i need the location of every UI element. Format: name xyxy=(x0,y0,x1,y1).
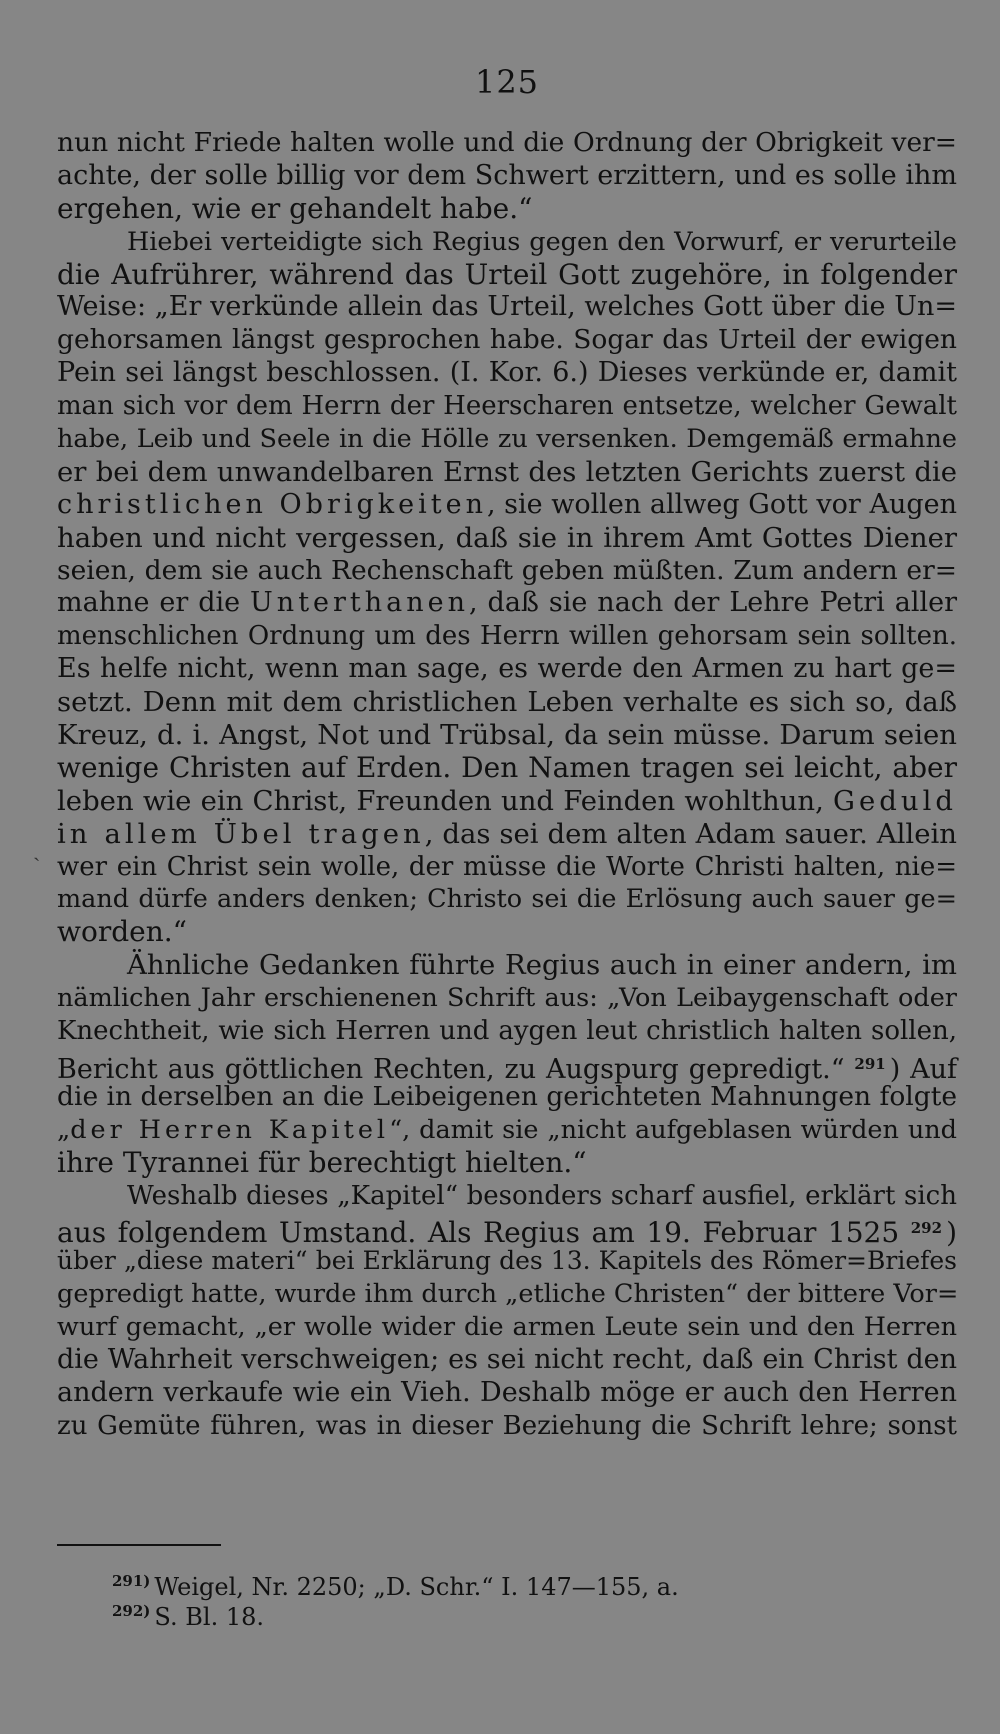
body-text xyxy=(57,127,957,1443)
text-line: setzt. Denn mit dem christlichen Leben verhalte es sich so, daß xyxy=(57,686,957,719)
text-line: achte, der solle billig vor dem Schwert erzittern, und es solle ihm xyxy=(57,159,957,191)
text-line: Es helfe nicht, wenn man sage, es werde den Armen zu hart ge= xyxy=(57,653,957,685)
text-line: über „diese materi“ bei Erklärung des 13. Kapitels des Römer=Briefes xyxy=(57,1246,957,1276)
text-run: , daß sie nach der Lehre Petri aller xyxy=(469,587,957,619)
text-line: die Wahrheit verschweigen; es sei nicht recht, daß ein Christ den xyxy=(57,1343,957,1375)
footnote-text: S. Bl. 18. xyxy=(154,1603,265,1631)
text-line: seien, dem sie auch Rechenschaft geben müßten. Zum andern er= xyxy=(57,554,957,586)
text-line: Weise: „Er verkünde allein das Urteil, welches Gott über die Un= xyxy=(57,291,957,323)
text-run: , sie wollen allweg Gott vor Augen xyxy=(486,488,957,520)
text-run: , das sei dem alten Adam sauer. Allein xyxy=(424,817,957,850)
text-run: ) xyxy=(946,1216,957,1250)
text-line xyxy=(57,1212,957,1250)
footnote-mark: 291) xyxy=(112,1572,151,1590)
text-line: Kreuz, d. i. Angst, Not und Trübsal, da sein müsse. Darum seien xyxy=(57,719,957,752)
margin-mark: ˎ xyxy=(33,837,41,862)
emphasis-spaced: christlichen Obrigkeiten xyxy=(57,488,487,520)
text-line: Ähnliche Gedanken führte Regius auch in einer andern, im xyxy=(127,949,957,982)
text-line xyxy=(57,818,957,851)
text-line: menschlichen Ordnung um des Herrn willen gehorsam sein sollten. xyxy=(57,621,957,652)
text-line: Knechtheit, wie sich Herren und aygen leut christlich halten sollen, xyxy=(57,1016,957,1047)
emphasis-spaced: Unterthanen xyxy=(250,587,470,619)
text-line: die Aufrührer, während das Urteil Gott zugehöre, in folgender xyxy=(57,257,957,291)
emphasis-spaced: der Herren Kapitel xyxy=(70,1114,390,1145)
text-line: wer ein Christ sein wolle, der müsse die Worte Christi halten, nie= xyxy=(57,851,957,882)
text-line: nun nicht Friede halten wolle und die Ordnung der Obrigkeit ver= xyxy=(57,127,957,158)
text-run: “, damit sie „nicht aufgeblasen würden und xyxy=(389,1114,958,1145)
footnote xyxy=(112,1566,812,1601)
text-line: worden.“ xyxy=(57,915,187,949)
text-line xyxy=(57,1048,958,1085)
text-line: man sich vor dem Herrn der Heerscharen entsetze, welcher Gewalt xyxy=(57,391,957,422)
text-line xyxy=(57,489,957,522)
text-line xyxy=(57,1114,957,1147)
text-run: aus folgendem Umstand. Als Regius am 19. Februar 1525 xyxy=(57,1216,911,1250)
text-line: Weshalb dieses „Kapitel“ besonders scharf ausfiel, erklärt sich xyxy=(127,1180,957,1211)
emphasis-spaced: Geduld xyxy=(833,784,957,817)
text-run: mahne er die xyxy=(57,587,251,619)
footnotes xyxy=(112,1566,812,1631)
text-line: Hiebei verteidigte sich Regius gegen den Vorwurf, er verurteile xyxy=(127,226,957,257)
text-run: ) Auf xyxy=(889,1053,958,1085)
text-line: wurf gemacht, „er wolle wider die armen Leute sein und den Herren xyxy=(57,1312,957,1343)
text-line: er bei dem unwandelbaren Ernst des letzten Gerichts zuerst die xyxy=(57,455,957,488)
text-line: andern verkaufe wie ein Vieh. Deshalb möge er auch den Herren xyxy=(57,1376,957,1408)
text-line xyxy=(57,785,957,818)
text-line: zu Gemüte führen, was in dieser Beziehung die Schrift lehre; sonst xyxy=(57,1410,957,1441)
text-line: die in derselben an die Leibeigenen gerichteten Mahnungen folgte xyxy=(57,1080,958,1112)
emphasis-spaced: in allem Übel tragen xyxy=(57,817,425,850)
text-line xyxy=(57,587,957,620)
footnote-mark: 292) xyxy=(112,1602,151,1620)
text-line: Pein sei längst beschlossen. (I. Kor. 6.) Dieses verkünde er, damit xyxy=(57,357,957,389)
text-run: Bericht aus göttlichen Rechten, zu Augspurg gepredigt.“ xyxy=(57,1053,855,1085)
text-line: mand dürfe anders denken; Christo sei die Erlösung auch sauer ge= xyxy=(57,884,957,915)
text-line: gepredigt hatte, wurde ihm durch „etliche Christen“ der bittere Vor= xyxy=(57,1279,959,1310)
footnote-rule xyxy=(57,1544,221,1546)
footnote-ref[interactable]: 292 xyxy=(910,1219,943,1238)
text-line: ihre Tyrannei für berechtigt hielten.“ xyxy=(57,1145,587,1179)
text-line: nämlichen Jahr erschienenen Schrift aus: „Von Leibaygenschaft oder xyxy=(57,983,957,1014)
text-run: „ xyxy=(57,1114,71,1145)
text-line: habe, Leib und Seele in die Hölle zu versenken. Demgemäß ermahne xyxy=(57,424,957,455)
text-run: leben wie ein Christ, Freunden und Feinden wohlthun, xyxy=(57,784,834,817)
footnote-text: Weigel, Nr. 2250; „D. Schr.“ I. 147—155, a. xyxy=(154,1573,679,1601)
text-line: ergehen, wie er gehandelt habe.“ xyxy=(57,191,533,225)
text-line: gehorsamen längst gesprochen habe. Sogar das Urteil der ewigen xyxy=(57,324,957,356)
page-number: 125 xyxy=(474,63,540,101)
text-line: wenige Christen auf Erden. Den Namen tragen sei leicht, aber xyxy=(57,750,957,784)
text-line: haben und nicht vergessen, daß sie in ihrem Amt Gottes Diener xyxy=(57,521,957,554)
footnote-ref[interactable]: 291 xyxy=(854,1054,886,1073)
